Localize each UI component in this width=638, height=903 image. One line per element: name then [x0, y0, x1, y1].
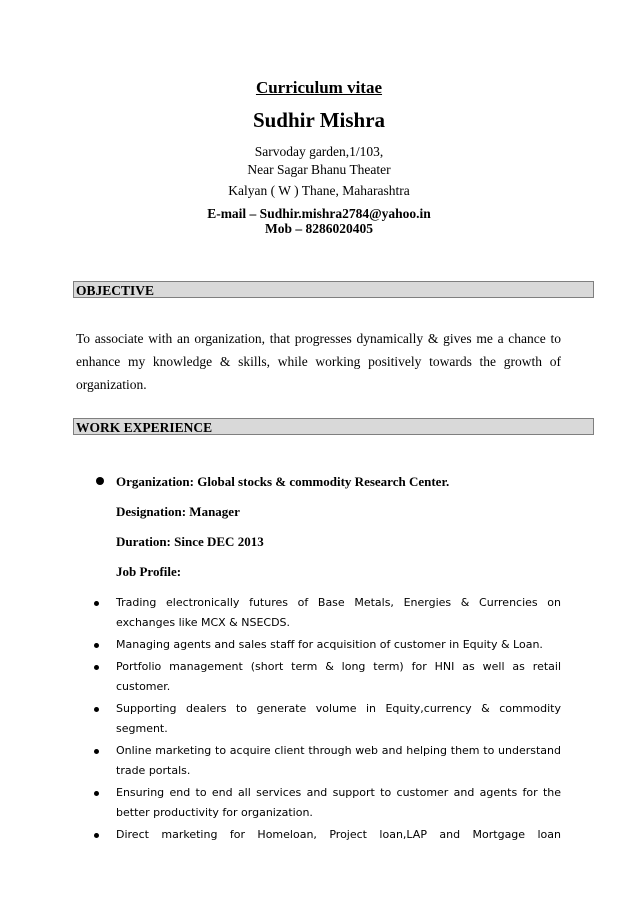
bullet-icon: [94, 665, 99, 670]
list-item-text: Portfolio management (short term & long term) for HNI as well as retail customer.: [116, 660, 561, 693]
list-item: [116, 657, 561, 697]
list-item: [116, 741, 561, 781]
address-line-2: Near Sagar Bhanu Theater: [247, 162, 391, 177]
list-item: [116, 593, 561, 633]
bullet-icon: [94, 601, 99, 606]
organization-bullet-icon: [96, 477, 104, 485]
bullet-icon: [94, 643, 99, 648]
job-profile-list: [116, 593, 561, 847]
list-item: [116, 699, 561, 739]
organization-line: Organization: Global stocks & commodity Research Center.: [116, 474, 450, 489]
objective-text: To associate with an organization, that progresses dynamically & gives me a chance to enhance my knowledge & skills, while working positively towards the growth of organization.: [76, 331, 561, 392]
bullet-icon: [94, 707, 99, 712]
bullet-icon: [94, 833, 99, 838]
bullet-icon: [94, 791, 99, 796]
candidate-name: Sudhir Mishra: [252, 108, 386, 132]
duration-line: Duration: Since DEC 2013: [116, 534, 264, 549]
designation-line: Designation: Manager: [116, 504, 240, 519]
list-item-text: Ensuring end to end all services and support to customer and agents for the better productivity for organization.: [116, 786, 561, 819]
job-profile-label: Job Profile:: [116, 564, 182, 579]
list-item-text: Supporting dealers to generate volume in Equity,currency & commodity segment.: [116, 702, 561, 735]
address-line-3: Kalyan ( W ) Thane, Maharashtra: [228, 183, 410, 198]
list-item: [116, 783, 561, 823]
list-item-text: Online marketing to acquire client through web and helping them to understand trade portals.: [116, 744, 561, 777]
cv-title: Curriculum vitae: [255, 78, 383, 97]
email-line: E-mail – Sudhir.mishra2784@yahoo.in: [207, 206, 431, 221]
list-item-text: Direct marketing for Homeloan, Project loan,LAP and Mortgage loan: [116, 828, 561, 841]
bullet-icon: [94, 749, 99, 754]
objective-heading: OBJECTIVE: [73, 281, 594, 298]
mobile-line: Mob – 8286020405: [265, 221, 373, 236]
list-item: [116, 825, 561, 845]
list-item-text: Managing agents and sales staff for acquisition of customer in Equity & Loan.: [116, 638, 543, 651]
work-experience-heading: WORK EXPERIENCE: [73, 418, 594, 435]
address-line-1: Sarvoday garden,1/103,: [254, 144, 384, 159]
list-item-text: Trading electronically futures of Base Metals, Energies & Currencies on exchanges like MCX & NSECDS.: [116, 596, 561, 629]
list-item: [116, 635, 561, 655]
